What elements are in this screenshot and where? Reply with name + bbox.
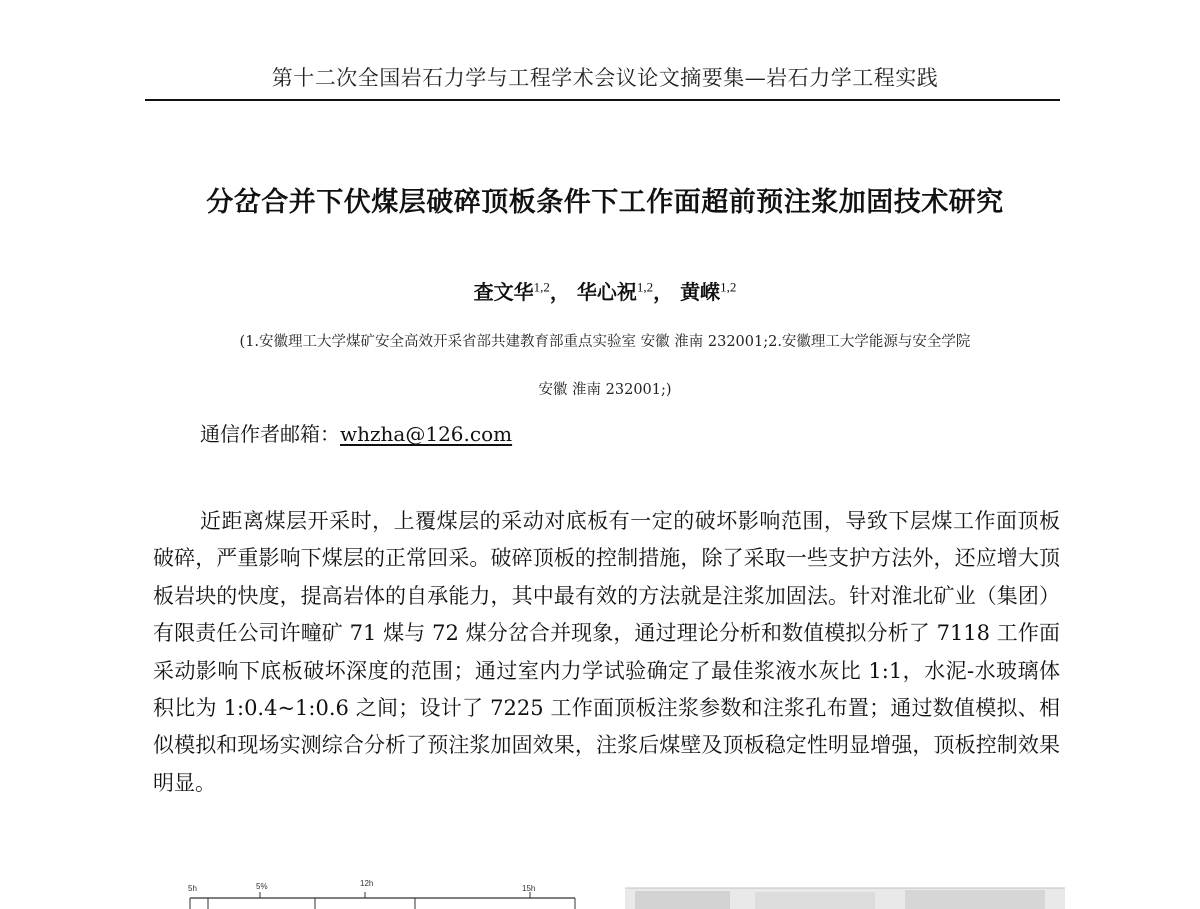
figure-table-fragment (180, 878, 610, 909)
author-name: 查文华 (473, 280, 534, 304)
header-rule (145, 99, 1060, 101)
figure-label: 15h (522, 884, 536, 893)
author-list (300, 276, 910, 305)
running-header: 第十二次全国岩石力学与工程学术会议论文摘要集—岩石力学工程实践 (271, 66, 939, 90)
figure-label: 12h (360, 879, 374, 888)
figure-photo-band (755, 892, 875, 909)
affiliation-line-1: (1.安徽理工大学煤矿安全高效开采省部共建教育部重点实验室 安徽 淮南 232001;2.安徽理工大学能源与安全学院 (239, 334, 971, 350)
author-affiliation-mark: 1,2 (720, 279, 737, 295)
figure-label: 5% (256, 882, 268, 891)
author-separator: ， (549, 280, 570, 304)
figure-photo-band (905, 890, 1045, 909)
figure-photo-band (635, 891, 730, 909)
affiliation-line-2: 安徽 淮南 232001;) (538, 382, 672, 398)
correspondence-email (200, 418, 512, 447)
author-name: 黄嵘 (680, 280, 721, 304)
author-separator: ， (653, 280, 674, 304)
paper-title: 分岔合并下伏煤层破碎顶板条件下工作面超前预注浆加固技术研究 (206, 187, 1004, 218)
author-name: 华心祝 (576, 280, 637, 304)
abstract-paragraph: 近距离煤层开采时，上覆煤层的采动对底板有一定的破坏影响范围，导致下层煤工作面顶板破碎，严重影响下煤层的正常回采。破碎顶板的控制措施，除了采取一些支护方法外，还应增大顶板岩块的快度，提高岩体的自承能力，其中最有效的方法就是注浆加固法。针对淮北矿业（集团）有限责任公司许疃矿 71 煤与 72 煤分岔合并现象，通过理论分析和数值模拟分析了 7118 工作面采动影响下底板破坏深度的范围；通过室内力学试验确定了最佳浆液水灰比 1:1，水泥-水玻璃体积比为 1:0.4~1:0.6 之间；设计了 7225 工作面顶板注浆参数和注浆孔布置；通过数值模拟、相似模拟和现场实测综合分析了预注浆加固效果，注浆后煤壁及顶板稳定性明显增强，顶板控制效果明显。 (153, 509, 1060, 795)
author-affiliation-mark: 1,2 (533, 279, 550, 295)
figure-image-fragment (625, 882, 1065, 909)
figure-label: 5h (188, 884, 197, 893)
email-link[interactable]: whzha@126.com (340, 422, 513, 446)
email-label: 通信作者邮箱： (200, 422, 340, 446)
author-affiliation-mark: 1,2 (636, 279, 654, 295)
